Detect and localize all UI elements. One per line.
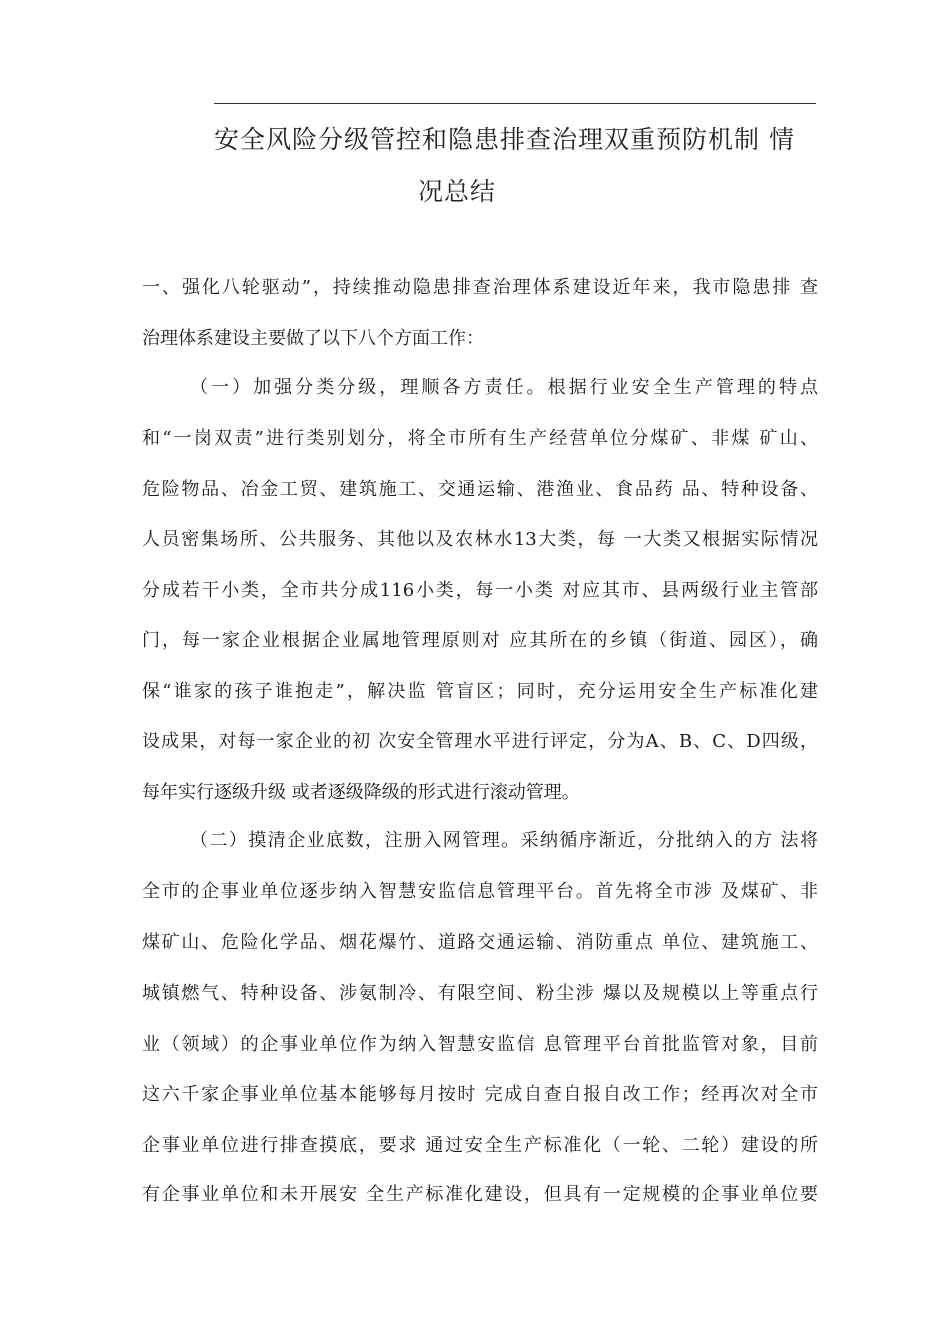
header-rule xyxy=(214,103,816,104)
paragraph-line: 城镇燃气、特种设备、涉氨制冷、有限空间、粉尘涉 爆以及规模以上等重点行 xyxy=(142,983,818,1004)
paragraph-line: 门，每一家企业根据企业属地管理原则对 应其所在的乡镇（街道、园区），确 xyxy=(142,630,818,651)
paragraph-line: 这六千家企事业单位基本能够每月按时 完成自查自报自改工作；经再次对全市 xyxy=(142,1084,818,1105)
paragraph-line: 每年实行逐级升级 或者逐级降级的形式进行滚动管理。 xyxy=(142,782,580,803)
paragraph-line: 煤矿山、危险化学品、烟花爆竹、道路交通运输、消防重点 单位、建筑施工、 xyxy=(142,932,818,953)
paragraph-line: 和“一岗双责”进行类别划分，将全市所有生产经营单位分煤矿、非煤 矿山、 xyxy=(142,428,818,449)
paragraph-line: 有企事业单位和未开展安 全生产标准化建设，但具有一定规模的企事业单位要 xyxy=(142,1184,818,1205)
paragraph-line: 业（领域）的企事业单位作为纳入智慧安监信 息管理平台首批监管对象，目前 xyxy=(142,1034,818,1055)
paragraph-line: （一）加强分类分级，理顺各方责任。根据行业安全生产管理的特点 xyxy=(190,377,818,398)
paragraph-line: 保“谁家的孩子谁抱走”，解决监 管盲区；同时，充分运用安全生产标准化建 xyxy=(142,681,818,702)
paragraph-line: 全市的企事业单位逐步纳入智慧安监信息管理平台。首先将全市涉 及煤矿、非 xyxy=(142,881,818,902)
section-heading-line: 治理体系建设主要做了以下八个方面工作： xyxy=(142,328,484,349)
document-title-line-2: 况总结 xyxy=(418,177,497,206)
paragraph-line: 企事业单位进行排查摸底，要求 通过安全生产标准化（一轮、二轮）建设的所 xyxy=(142,1135,818,1156)
document-title-line-1: 安全风险分级管控和隐患排查治理双重预防机制 情 xyxy=(214,125,795,154)
paragraph-line: 分成若干小类，全市共分成116小类，每一小类 对应其市、县两级行业主管部 xyxy=(142,580,818,601)
paragraph-line: 人员密集场所、公共服务、其他以及农林水13大类，每 一大类又根据实际情况 xyxy=(142,529,818,550)
section-heading-line: 一、强化八轮驱动”，持续推动隐患排查治理体系建设近年来，我市隐患排 查 xyxy=(142,277,818,298)
paragraph-line: （二）摸清企业底数，注册入网管理。采纳循序渐近，分批纳入的方 法将 xyxy=(190,830,818,851)
paragraph-line: 设成果，对每一家企业的初 次安全管理水平进行评定，分为A、B、C、D四级， xyxy=(142,731,818,752)
paragraph-line: 危险物品、冶金工贸、建筑施工、交通运输、港渔业、食品药 品、特种设备、 xyxy=(142,479,818,500)
